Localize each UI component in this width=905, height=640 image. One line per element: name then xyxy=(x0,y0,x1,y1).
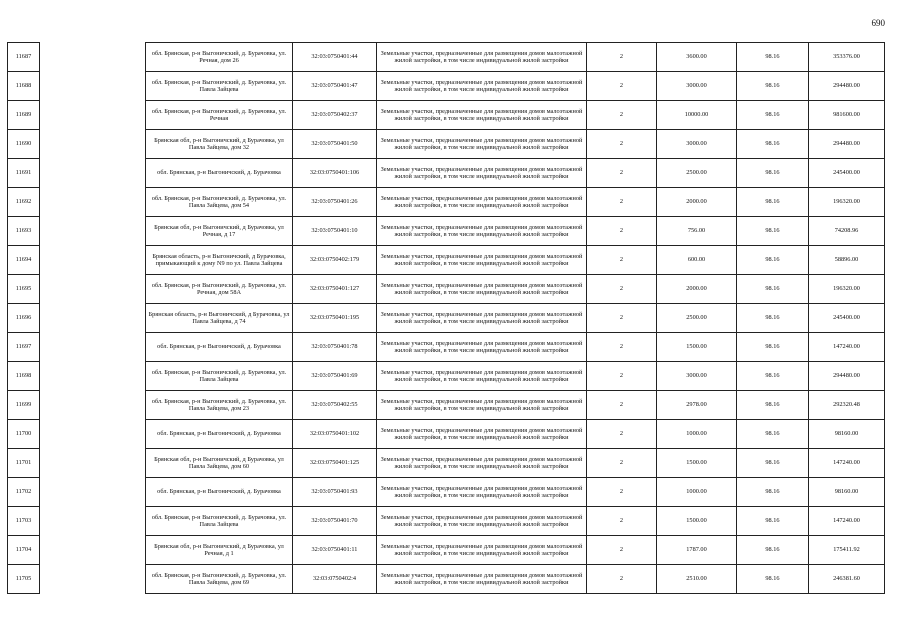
address-cell: обл. Брянская, р-н Выгоничский, д. Бурачовка, ул. Павла Зайцева, дом 23 xyxy=(146,391,293,420)
table-row xyxy=(8,304,885,333)
address-cell: обл. Брянская, р-н Выгоничский, д. Бурачовка, ул. Павла Зайцева, дом 69 xyxy=(146,565,293,594)
address-cell: Брянская область, р-н Выгоничский, д Бурачовка, примыкающий к дому N9 по ул. Павла Зайцева xyxy=(146,246,293,275)
land-use-cell: Земельные участки, предназначенные для размещения домов малоэтажной жилой застройки, в том числе индивидуальной жилой застройки xyxy=(377,333,587,362)
area-cell: 2510.00 xyxy=(657,565,737,594)
table-row xyxy=(8,43,885,72)
gap-cell xyxy=(40,449,146,478)
land-use-cell: Земельные участки, предназначенные для размещения домов малоэтажной жилой застройки, в том числе индивидуальной жилой застройки xyxy=(377,130,587,159)
area-cell: 2978.00 xyxy=(657,391,737,420)
row-id: 11702 xyxy=(8,478,40,507)
area-cell: 3600.00 xyxy=(657,43,737,72)
cadastral-value-cell: 245400.00 xyxy=(809,304,885,333)
category-cell: 2 xyxy=(587,275,657,304)
address-cell: обл. Брянская, р-н Выгоничский, д. Бурачовка, ул. Речная, дом 26 xyxy=(146,43,293,72)
gap-cell xyxy=(40,43,146,72)
address-cell: Брянская обл, р-н Выгоничский, д Бурачовка, ул Павла Зайцева, дом 60 xyxy=(146,449,293,478)
gap-cell xyxy=(40,275,146,304)
cadastral-number-cell: 32:03:0750401:44 xyxy=(293,43,377,72)
area-cell: 3000.00 xyxy=(657,130,737,159)
gap-cell xyxy=(40,304,146,333)
cadastral-number-cell: 32:03:0750401:11 xyxy=(293,536,377,565)
category-cell: 2 xyxy=(587,536,657,565)
gap-cell xyxy=(40,420,146,449)
cadastral-value-cell: 245400.00 xyxy=(809,159,885,188)
row-id: 11700 xyxy=(8,420,40,449)
table-row xyxy=(8,507,885,536)
rate-cell: 98.16 xyxy=(737,246,809,275)
cadastral-number-cell: 32:03:0750401:102 xyxy=(293,420,377,449)
category-cell: 2 xyxy=(587,420,657,449)
area-cell: 1000.00 xyxy=(657,420,737,449)
cadastral-value-cell: 58896.00 xyxy=(809,246,885,275)
cadastral-value-cell: 294480.00 xyxy=(809,362,885,391)
address-cell: Брянская обл, р-н Выгоничский, д Бурачовка, ул Павла Зайцева, дом 32 xyxy=(146,130,293,159)
area-cell: 10000.00 xyxy=(657,101,737,130)
table-body xyxy=(8,43,885,594)
gap-cell xyxy=(40,362,146,391)
area-cell: 1787.00 xyxy=(657,536,737,565)
area-cell: 2500.00 xyxy=(657,304,737,333)
land-use-cell: Земельные участки, предназначенные для размещения домов малоэтажной жилой застройки, в том числе индивидуальной жилой застройки xyxy=(377,43,587,72)
land-use-cell: Земельные участки, предназначенные для размещения домов малоэтажной жилой застройки, в том числе индивидуальной жилой застройки xyxy=(377,246,587,275)
category-cell: 2 xyxy=(587,565,657,594)
rate-cell: 98.16 xyxy=(737,420,809,449)
row-id: 11688 xyxy=(8,72,40,101)
cadastral-value-cell: 292320.48 xyxy=(809,391,885,420)
cadastral-value-cell: 353376.00 xyxy=(809,43,885,72)
cadastral-value-cell: 981600.00 xyxy=(809,101,885,130)
table-row xyxy=(8,188,885,217)
address-cell: обл. Брянская, р-н Выгоничский, д. Бурачовка, ул. Павла Зайцева xyxy=(146,72,293,101)
cadastral-number-cell: 32:03:0750402:179 xyxy=(293,246,377,275)
row-id: 11696 xyxy=(8,304,40,333)
area-cell: 3000.00 xyxy=(657,362,737,391)
land-use-cell: Земельные участки, предназначенные для размещения домов малоэтажной жилой застройки, в том числе индивидуальной жилой застройки xyxy=(377,304,587,333)
row-id: 11689 xyxy=(8,101,40,130)
row-id: 11697 xyxy=(8,333,40,362)
rate-cell: 98.16 xyxy=(737,565,809,594)
gap-cell xyxy=(40,217,146,246)
cadastral-value-cell: 196320.00 xyxy=(809,275,885,304)
gap-cell xyxy=(40,565,146,594)
gap-cell xyxy=(40,536,146,565)
cadastral-value-cell: 98160.00 xyxy=(809,478,885,507)
rate-cell: 98.16 xyxy=(737,449,809,478)
land-use-cell: Земельные участки, предназначенные для размещения домов малоэтажной жилой застройки, в том числе индивидуальной жилой застройки xyxy=(377,391,587,420)
rate-cell: 98.16 xyxy=(737,159,809,188)
row-id: 11691 xyxy=(8,159,40,188)
rate-cell: 98.16 xyxy=(737,43,809,72)
address-cell: Брянская область, р-н Выгоничский, д Бурачовка, ул Павла Зайцева, д 74 xyxy=(146,304,293,333)
cadastral-value-cell: 294480.00 xyxy=(809,72,885,101)
category-cell: 2 xyxy=(587,43,657,72)
category-cell: 2 xyxy=(587,333,657,362)
area-cell: 2000.00 xyxy=(657,188,737,217)
area-cell: 756.00 xyxy=(657,217,737,246)
gap-cell xyxy=(40,246,146,275)
land-use-cell: Земельные участки, предназначенные для размещения домов малоэтажной жилой застройки, в том числе индивидуальной жилой застройки xyxy=(377,507,587,536)
category-cell: 2 xyxy=(587,246,657,275)
land-use-cell: Земельные участки, предназначенные для размещения домов малоэтажной жилой застройки, в том числе индивидуальной жилой застройки xyxy=(377,101,587,130)
category-cell: 2 xyxy=(587,101,657,130)
gap-cell xyxy=(40,159,146,188)
table-row xyxy=(8,72,885,101)
cadastral-value-cell: 74208.96 xyxy=(809,217,885,246)
rate-cell: 98.16 xyxy=(737,333,809,362)
address-cell: Брянская обл, р-н Выгоничский, д Бурачовка, ул Речная, д 1 xyxy=(146,536,293,565)
address-cell: обл. Брянская, р-н Выгоничский, д. Бурачовка xyxy=(146,478,293,507)
cadastral-number-cell: 32:03:0750402:4 xyxy=(293,565,377,594)
cadastral-number-cell: 32:03:0750401:106 xyxy=(293,159,377,188)
area-cell: 1500.00 xyxy=(657,333,737,362)
cadastral-value-cell: 147240.00 xyxy=(809,333,885,362)
rate-cell: 98.16 xyxy=(737,217,809,246)
land-use-cell: Земельные участки, предназначенные для размещения домов малоэтажной жилой застройки, в том числе индивидуальной жилой застройки xyxy=(377,449,587,478)
table-row xyxy=(8,130,885,159)
rate-cell: 98.16 xyxy=(737,130,809,159)
gap-cell xyxy=(40,333,146,362)
cadastral-number-cell: 32:03:0750401:47 xyxy=(293,72,377,101)
cadastral-value-cell: 196320.00 xyxy=(809,188,885,217)
cadastral-value-cell: 246381.60 xyxy=(809,565,885,594)
row-id: 11692 xyxy=(8,188,40,217)
cadastral-number-cell: 32:03:0750401:26 xyxy=(293,188,377,217)
land-use-cell: Земельные участки, предназначенные для размещения домов малоэтажной жилой застройки, в том числе индивидуальной жилой застройки xyxy=(377,420,587,449)
land-use-cell: Земельные участки, предназначенные для размещения домов малоэтажной жилой застройки, в том числе индивидуальной жилой застройки xyxy=(377,275,587,304)
address-cell: обл. Брянская, р-н Выгоничский, д. Бурачовка xyxy=(146,159,293,188)
gap-cell xyxy=(40,130,146,159)
land-plots-table xyxy=(7,42,885,594)
land-use-cell: Земельные участки, предназначенные для размещения домов малоэтажной жилой застройки, в том числе индивидуальной жилой застройки xyxy=(377,536,587,565)
address-cell: обл. Брянская, р-н Выгоничский, д. Бурачовка, ул. Павла Зайцева xyxy=(146,507,293,536)
land-use-cell: Земельные участки, предназначенные для размещения домов малоэтажной жилой застройки, в том числе индивидуальной жилой застройки xyxy=(377,478,587,507)
land-use-cell: Земельные участки, предназначенные для размещения домов малоэтажной жилой застройки, в том числе индивидуальной жилой застройки xyxy=(377,565,587,594)
rate-cell: 98.16 xyxy=(737,304,809,333)
cadastral-number-cell: 32:03:0750402:37 xyxy=(293,101,377,130)
table-row xyxy=(8,536,885,565)
table-row xyxy=(8,333,885,362)
row-id: 11695 xyxy=(8,275,40,304)
land-use-cell: Земельные участки, предназначенные для размещения домов малоэтажной жилой застройки, в том числе индивидуальной жилой застройки xyxy=(377,188,587,217)
rate-cell: 98.16 xyxy=(737,72,809,101)
rate-cell: 98.16 xyxy=(737,101,809,130)
rate-cell: 98.16 xyxy=(737,536,809,565)
address-cell: обл. Брянская, р-н Выгоничский, д. Бурачовка, ул. Речная xyxy=(146,101,293,130)
row-id: 11693 xyxy=(8,217,40,246)
cadastral-number-cell: 32:03:0750401:10 xyxy=(293,217,377,246)
table-row xyxy=(8,362,885,391)
row-id: 11701 xyxy=(8,449,40,478)
category-cell: 2 xyxy=(587,362,657,391)
address-cell: обл. Брянская, р-н Выгоничский, д. Бурачовка xyxy=(146,333,293,362)
land-use-cell: Земельные участки, предназначенные для размещения домов малоэтажной жилой застройки, в том числе индивидуальной жилой застройки xyxy=(377,217,587,246)
cadastral-number-cell: 32:03:0750401:125 xyxy=(293,449,377,478)
address-cell: обл. Брянская, р-н Выгоничский, д. Бурачовка, ул. Павла Зайцева xyxy=(146,362,293,391)
area-cell: 3000.00 xyxy=(657,72,737,101)
row-id: 11690 xyxy=(8,130,40,159)
rate-cell: 98.16 xyxy=(737,478,809,507)
table-row xyxy=(8,420,885,449)
page-number: 690 xyxy=(871,18,885,28)
area-cell: 600.00 xyxy=(657,246,737,275)
land-use-cell: Земельные участки, предназначенные для размещения домов малоэтажной жилой застройки, в том числе индивидуальной жилой застройки xyxy=(377,159,587,188)
row-id: 11705 xyxy=(8,565,40,594)
gap-cell xyxy=(40,478,146,507)
table-row xyxy=(8,159,885,188)
table-row xyxy=(8,217,885,246)
cadastral-number-cell: 32:03:0750401:69 xyxy=(293,362,377,391)
table-row xyxy=(8,565,885,594)
table-row xyxy=(8,478,885,507)
category-cell: 2 xyxy=(587,72,657,101)
row-id: 11694 xyxy=(8,246,40,275)
cadastral-value-cell: 147240.00 xyxy=(809,449,885,478)
category-cell: 2 xyxy=(587,159,657,188)
area-cell: 2500.00 xyxy=(657,159,737,188)
row-id: 11704 xyxy=(8,536,40,565)
cadastral-value-cell: 294480.00 xyxy=(809,130,885,159)
rate-cell: 98.16 xyxy=(737,188,809,217)
cadastral-number-cell: 32:03:0750401:50 xyxy=(293,130,377,159)
cadastral-value-cell: 98160.00 xyxy=(809,420,885,449)
rate-cell: 98.16 xyxy=(737,362,809,391)
cadastral-number-cell: 32:03:0750401:93 xyxy=(293,478,377,507)
row-id: 11703 xyxy=(8,507,40,536)
cadastral-number-cell: 32:03:0750402:55 xyxy=(293,391,377,420)
land-use-cell: Земельные участки, предназначенные для размещения домов малоэтажной жилой застройки, в том числе индивидуальной жилой застройки xyxy=(377,362,587,391)
cadastral-number-cell: 32:03:0750401:195 xyxy=(293,304,377,333)
gap-cell xyxy=(40,391,146,420)
address-cell: обл. Брянская, р-н Выгоничский, д. Бурачовка xyxy=(146,420,293,449)
area-cell: 1500.00 xyxy=(657,449,737,478)
row-id: 11698 xyxy=(8,362,40,391)
category-cell: 2 xyxy=(587,449,657,478)
cadastral-value-cell: 147240.00 xyxy=(809,507,885,536)
category-cell: 2 xyxy=(587,188,657,217)
category-cell: 2 xyxy=(587,217,657,246)
table-row xyxy=(8,449,885,478)
cadastral-number-cell: 32:03:0750401:78 xyxy=(293,333,377,362)
gap-cell xyxy=(40,188,146,217)
rate-cell: 98.16 xyxy=(737,391,809,420)
category-cell: 2 xyxy=(587,507,657,536)
gap-cell xyxy=(40,507,146,536)
cadastral-number-cell: 32:03:0750401:70 xyxy=(293,507,377,536)
gap-cell xyxy=(40,101,146,130)
category-cell: 2 xyxy=(587,478,657,507)
table-row xyxy=(8,391,885,420)
cadastral-number-cell: 32:03:0750401:127 xyxy=(293,275,377,304)
rate-cell: 98.16 xyxy=(737,507,809,536)
row-id: 11699 xyxy=(8,391,40,420)
category-cell: 2 xyxy=(587,130,657,159)
table-row xyxy=(8,101,885,130)
address-cell: Брянская обл, р-н Выгоничский, д Бурачовка, ул Речная, д 17 xyxy=(146,217,293,246)
category-cell: 2 xyxy=(587,391,657,420)
area-cell: 2000.00 xyxy=(657,275,737,304)
row-id: 11687 xyxy=(8,43,40,72)
gap-cell xyxy=(40,72,146,101)
address-cell: обл. Брянская, р-н Выгоничский, д. Бурачовка, ул. Речная, дом 58А xyxy=(146,275,293,304)
address-cell: обл. Брянская, р-н Выгоничский, д. Бурачовка, ул. Павла Зайцева, дом 54 xyxy=(146,188,293,217)
table-row xyxy=(8,275,885,304)
table-row xyxy=(8,246,885,275)
land-use-cell: Земельные участки, предназначенные для размещения домов малоэтажной жилой застройки, в том числе индивидуальной жилой застройки xyxy=(377,72,587,101)
area-cell: 1500.00 xyxy=(657,507,737,536)
category-cell: 2 xyxy=(587,304,657,333)
area-cell: 1000.00 xyxy=(657,478,737,507)
rate-cell: 98.16 xyxy=(737,275,809,304)
cadastral-value-cell: 175411.92 xyxy=(809,536,885,565)
